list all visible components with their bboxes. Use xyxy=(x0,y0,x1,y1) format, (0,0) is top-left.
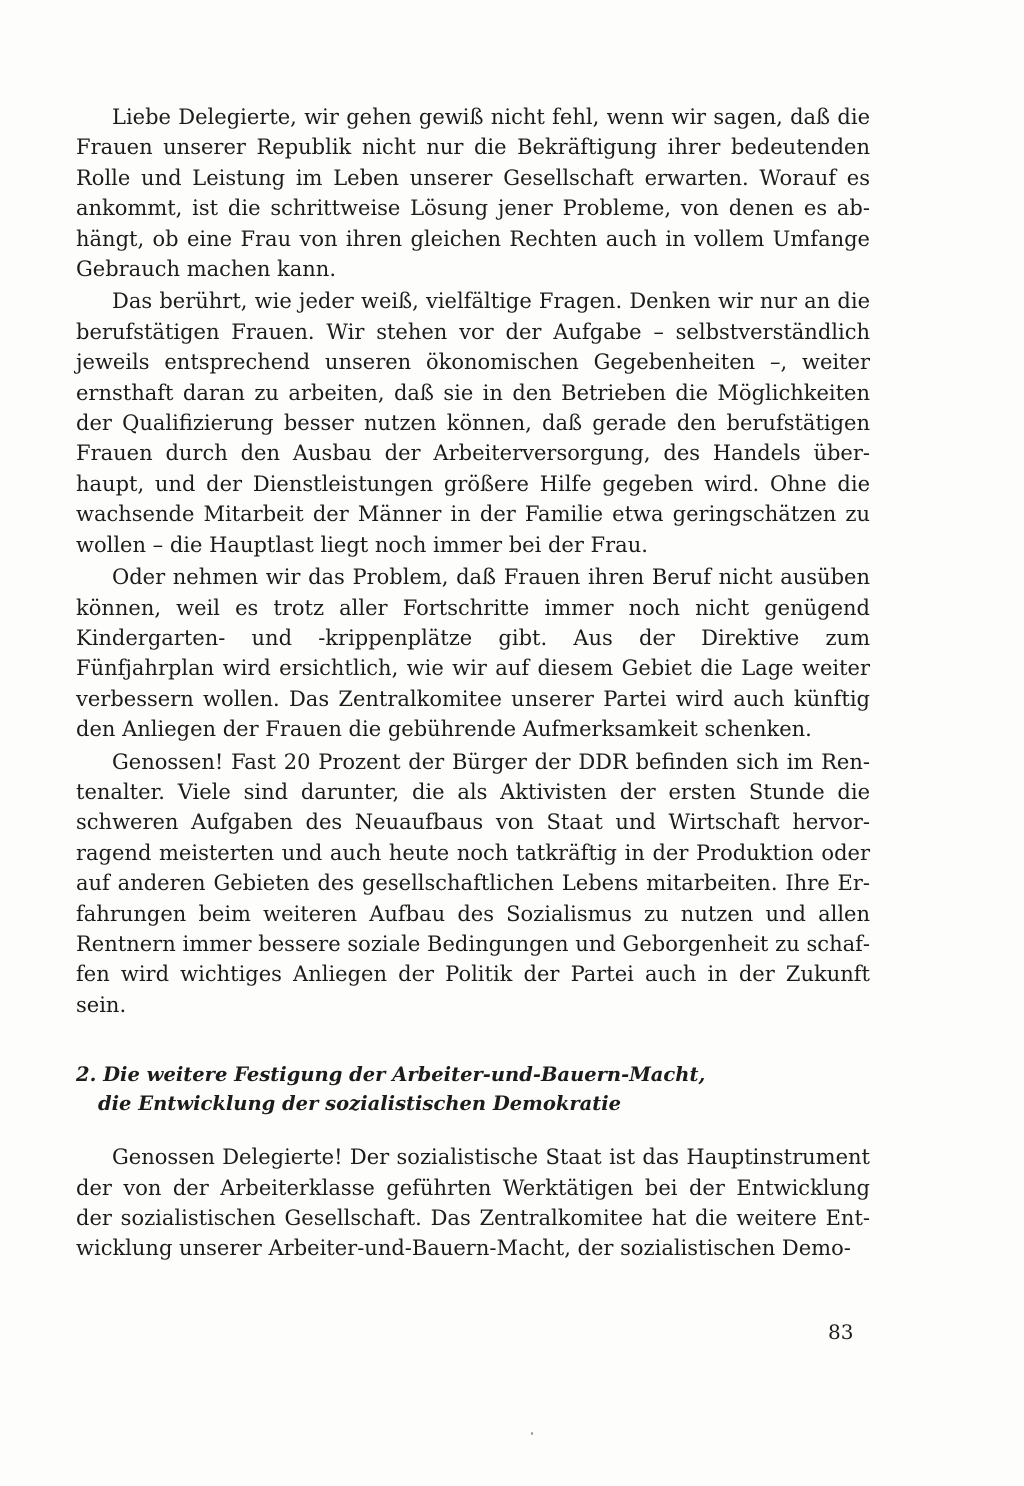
section-heading-line-1: 2. Die weitere Festigung der Arbeiter-und-Bauern-Macht, xyxy=(76,1063,706,1087)
paragraph-working-women: Das berührt, wie jeder weiß, vielfältige Fragen. Denken wir nur an die berufstätigen Frauen. Wir stehen vor der Aufgabe – selbstverständlich jeweils entsprechend unseren ökonomischen Gegebenheiten –, weiter ernsthaft daran zu arbeiten, daß sie in den Betrieben die Möglichkeiten der Qualifizierung besser nutzen können, daß gerade den berufstätigen Frauen durch den Ausbau der Arbeiterversorgung, des Handels überhaupt, und der Dienstleistungen größere Hilfe gegeben wird. Ohne die wachsende Mitarbeit der Männer in der Familie etwa geringschätzen zu wollen – die Hauptlast liegt noch immer bei der Frau. xyxy=(76,289,870,557)
scan-speck xyxy=(531,1432,533,1435)
paragraph-delegates-women: Liebe Delegierte, wir gehen gewiß nicht fehl, wenn wir sagen, daß die Frauen unserer Republik nicht nur die Bekräftigung ihrer bedeutenden Rolle und Leistung im Leben unserer Gesellschaft erwarten. Worauf es ankommt, ist die schrittweise Lösung jener Probleme, von denen es abhängt, ob eine Frau von ihren gleichen Rechten auch in vollem Umfange Gebrauch machen kann. xyxy=(76,105,870,282)
paragraph-pensioners: Genossen! Fast 20 Prozent der Bürger der DDR befinden sich im Rentenalter. Viele sind darunter, die als Aktivisten der ersten Stunde die schweren Aufgaben des Neuaufbaus von Staat und Wirtschaft hervorragend meisterten und auch heute noch tatkräftig in der Produktion oder auf anderen Gebieten des gesellschaftlichen Lebens mitarbeiten. Ihre Erfahrungen beim weiteren Aufbau des Sozialismus zu nutzen und allen Rentnern immer bessere soziale Bedingungen und Geborgenheit zu schaffen wird wichtiges Anliegen der Politik der Partei auch in der Zukunft sein. xyxy=(76,749,870,1017)
section-heading xyxy=(76,1060,870,1118)
paragraph-socialist-state: Genossen Delegierte! Der sozialistische Staat ist das Hauptinstrument der von der Arbeiterklasse geführten Werktätigen bei der Entwicklung der sozialistischen Gesellschaft. Das Zentralkomitee hat die weitere Entwicklung unserer Arbeiter-und-Bauern-Macht, der sozialistischen Demo- xyxy=(76,1145,870,1261)
page-number: 83 xyxy=(828,1320,854,1344)
body-text xyxy=(76,102,870,1264)
section-heading-line-2: die Entwicklung der sozialistischen Demokratie xyxy=(98,1092,622,1116)
paragraph-kindergarten: Oder nehmen wir das Problem, daß Frauen ihren Beruf nicht ausüben können, weil es trotz aller Fortschritte immer noch nicht genügend Kindergarten- und -krippenplätze gibt. Aus der Direktive zum Fünfjahrplan wird ersichtlich, wie wir auf diesem Gebiet die Lage weiter verbessern wollen. Das Zentralkomitee unserer Partei wird auch künftig den Anliegen der Frauen die gebührende Aufmerksamkeit schenken. xyxy=(76,565,870,742)
